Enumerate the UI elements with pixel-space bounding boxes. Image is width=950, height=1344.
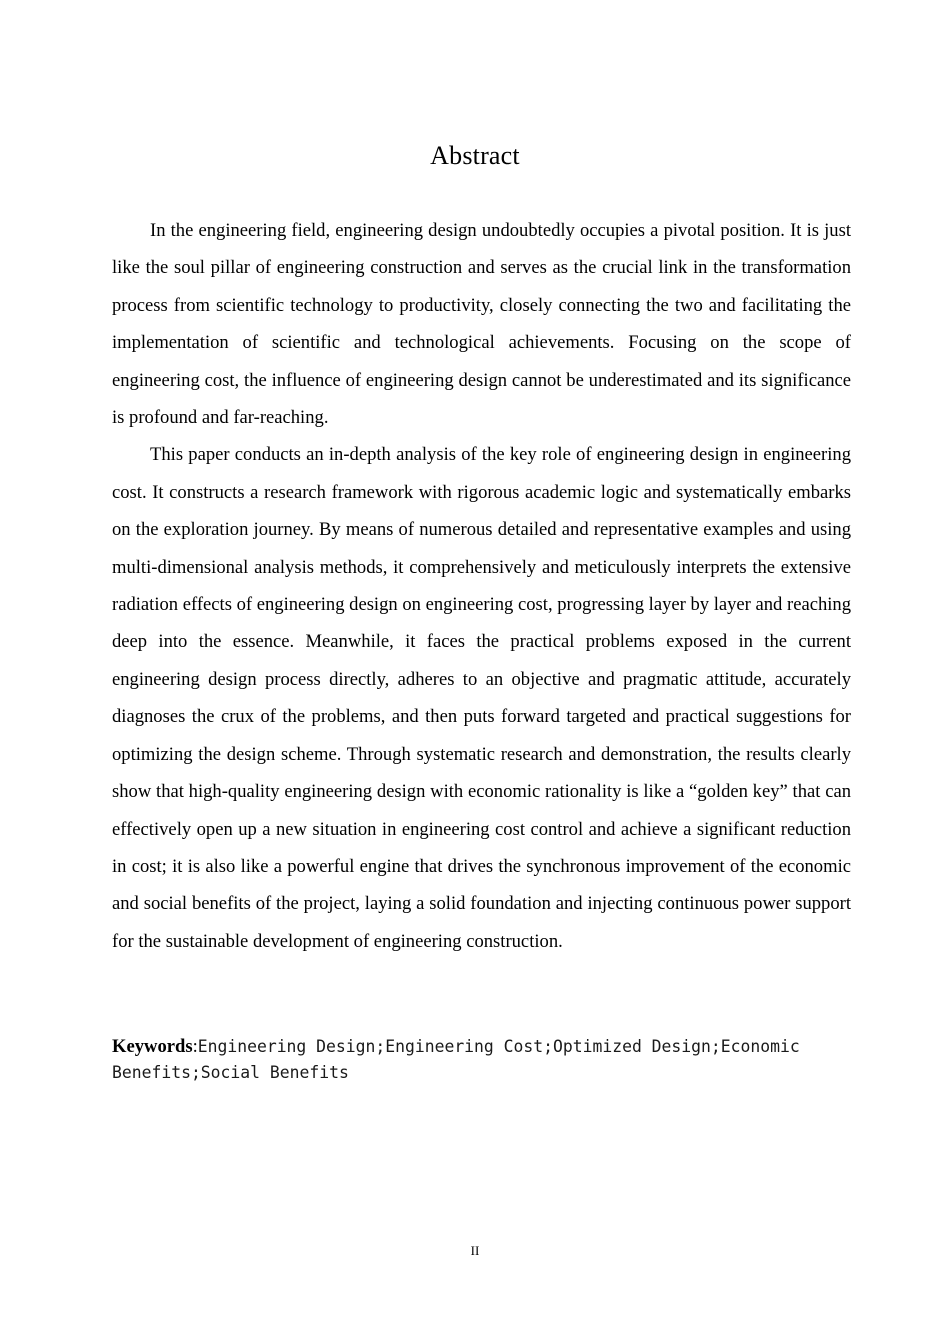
keywords-block <box>112 1034 851 1085</box>
keywords-label: Keywords <box>112 1036 193 1057</box>
page-number: II <box>470 1243 480 1258</box>
page-title: Abstract <box>430 141 520 171</box>
keywords-line <box>112 1034 851 1085</box>
abstract-paragraph-2: This paper conducts an in-depth analysis of the key role of engineering design in engineering cost. It constructs a research framework with rigorous academic logic and systematically embarks on the exploration journey. By means of numerous detailed and representative examples and using multi-dimensional analysis methods, it comprehensively and meticulously interprets the extensive radiation effects of engineering design on engineering cost, progressing layer by layer and reaching deep into the essence. Meanwhile, it faces the practical problems exposed in the current engineering design process directly, adheres to an objective and pragmatic attitude, accurately diagnoses the crux of the problems, and then puts forward targeted and practical suggestions for optimizing the design scheme. Through systematic research and demonstration, the results clearly show that high-quality engineering design with economic rationality is like a “golden key” that can effectively open up a new situation in engineering cost control and achieve a significant reduction in cost; it is also like a powerful engine that drives the synchronous improvement of the economic and social benefits of the project, laying a solid foundation and injecting continuous power support for the sustainable development of engineering construction. <box>112 444 852 952</box>
abstract-paragraph-1: In the engineering field, engineering design undoubtedly occupies a pivotal position. It is just like the soul pillar of engineering construction and serves as the crucial link in the transformation process from scientific technology to productivity, closely connecting the two and facilitating the implementation of scientific and technological achievements. Focusing on the scope of engineering cost, the influence of engineering design cannot be underestimated and its significance is profound and far-reaching. <box>112 220 851 429</box>
keywords-separator: : <box>192 1036 198 1057</box>
abstract-body <box>112 212 851 960</box>
keywords-values: Engineering Design;Engineering Cost;Optimized Design;Economic Benefits;Social Benefits <box>112 1037 800 1082</box>
